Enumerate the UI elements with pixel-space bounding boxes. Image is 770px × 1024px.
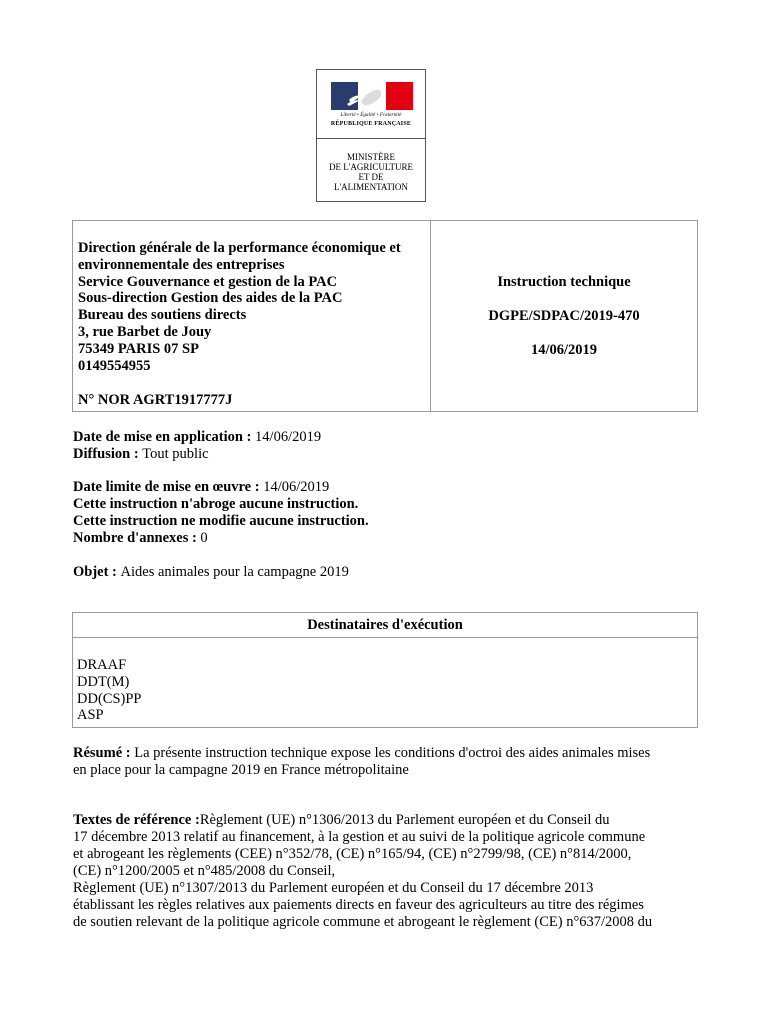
resume-line [73, 745, 698, 762]
abroge-statement [73, 496, 358, 513]
address-line: Bureau des soutiens directs [78, 307, 247, 324]
ministry-line: MINISTÈRE [347, 152, 395, 162]
references-paragraph [73, 812, 698, 931]
references-line [73, 812, 698, 829]
resume-text: La présente instruction technique expose les conditions d'octroi des aides animales mises [134, 745, 651, 761]
nor-number: N° NOR AGRT1917777J [78, 392, 233, 408]
address-line: Service Gouvernance et gestion de la PAC [78, 273, 338, 290]
address-line: 75349 PARIS 07 SP [78, 340, 199, 357]
references-line: établissant les règles relatives aux paiements directs en faveur des agriculteurs au titre des régimes [73, 897, 644, 913]
address-line: Direction générale de la performance économique et [78, 240, 401, 256]
references-label: Textes de référence : [73, 812, 200, 828]
ministry-line: ET DE [358, 172, 384, 182]
modifie-statement [73, 513, 369, 530]
header-table [72, 220, 698, 412]
ministry-line: DE L'AGRICULTURE [328, 162, 414, 172]
annexes-label: Nombre d'annexes : [73, 530, 201, 546]
references-line: (CE) n°1200/2005 et n°485/2008 du Conseil, [73, 863, 336, 879]
document-date: 14/06/2019 [530, 342, 598, 358]
objet-value: Aides animales pour la campagne 2019 [120, 564, 349, 580]
ministry-line: L'ALIMENTATION [334, 182, 408, 192]
resume-line: en place pour la campagne 2019 en France métropolitaine [73, 762, 409, 778]
application-date-value: 14/06/2019 [255, 429, 322, 445]
address-line: 0149554955 [78, 357, 151, 374]
document-id-cell [431, 221, 697, 411]
annexes-count [73, 530, 208, 547]
references-line: et abrogeant les règlements (CEE) n°352/78, (CE) n°165/94, (CE) n°2799/98, (CE) n°814/2000, [73, 846, 632, 862]
references-line: Règlement (UE) n°1307/2013 du Parlement européen et du Conseil du 17 décembre 2013 [73, 880, 594, 896]
modifie-text: Cette instruction ne modifie aucune instruction. [73, 513, 369, 529]
marianne-flag-icon [331, 82, 413, 110]
annexes-value: 0 [200, 530, 208, 546]
destinataires-list [77, 657, 141, 724]
diffusion [73, 446, 209, 463]
limit-date-value: 14/06/2019 [263, 479, 330, 495]
diffusion-value: Tout public [142, 446, 209, 462]
destinataire-item: DDT(M) [77, 673, 130, 690]
diffusion-label: Diffusion : [73, 446, 143, 462]
limit-date-label: Date limite de mise en œuvre : [73, 479, 264, 495]
resume-paragraph [73, 745, 698, 779]
republic-name: RÉPUBLIQUE FRANÇAISE [330, 121, 412, 127]
sender-address [78, 240, 401, 374]
document-reference: DGPE/SDPAC/2019-470 [488, 308, 640, 324]
limit-date [73, 479, 329, 496]
objet [73, 564, 349, 581]
ministry-name [317, 152, 425, 192]
application-date-label: Date de mise en application : [73, 429, 256, 445]
references-line: 17 décembre 2013 relatif au financement, à la gestion et au suivi de la politique agricole commune [73, 829, 646, 845]
references-line: de soutien relevant de la politique agricole commune et abrogeant le règlement (CE) n°637/2008 du [73, 914, 653, 930]
ministry-logo [316, 69, 426, 202]
marianne-emblem [317, 70, 425, 139]
republic-motto: Liberté • Égalité • Fraternité [340, 113, 402, 118]
address-line: 3, rue Barbet de Jouy [78, 323, 212, 340]
address-line: Sous-direction Gestion des aides de la PAC [78, 290, 343, 307]
destinataire-item: ASP [77, 707, 104, 724]
destinataire-item: DRAAF [77, 657, 127, 673]
sender-cell [73, 221, 431, 411]
resume-label: Résumé : [73, 745, 135, 761]
destinataires-table [72, 612, 698, 728]
address-line: environnementale des entreprises [78, 256, 285, 273]
abroge-text: Cette instruction n'abroge aucune instruction. [73, 496, 359, 512]
destinataire-item: DD(CS)PP [77, 690, 142, 707]
application-date [73, 429, 321, 446]
objet-label: Objet : [73, 564, 121, 580]
document-type: Instruction technique [497, 274, 631, 290]
destinataires-title: Destinataires d'exécution [73, 613, 697, 638]
references-text: Règlement (UE) n°1306/2013 du Parlement européen et du Conseil du [199, 812, 610, 828]
